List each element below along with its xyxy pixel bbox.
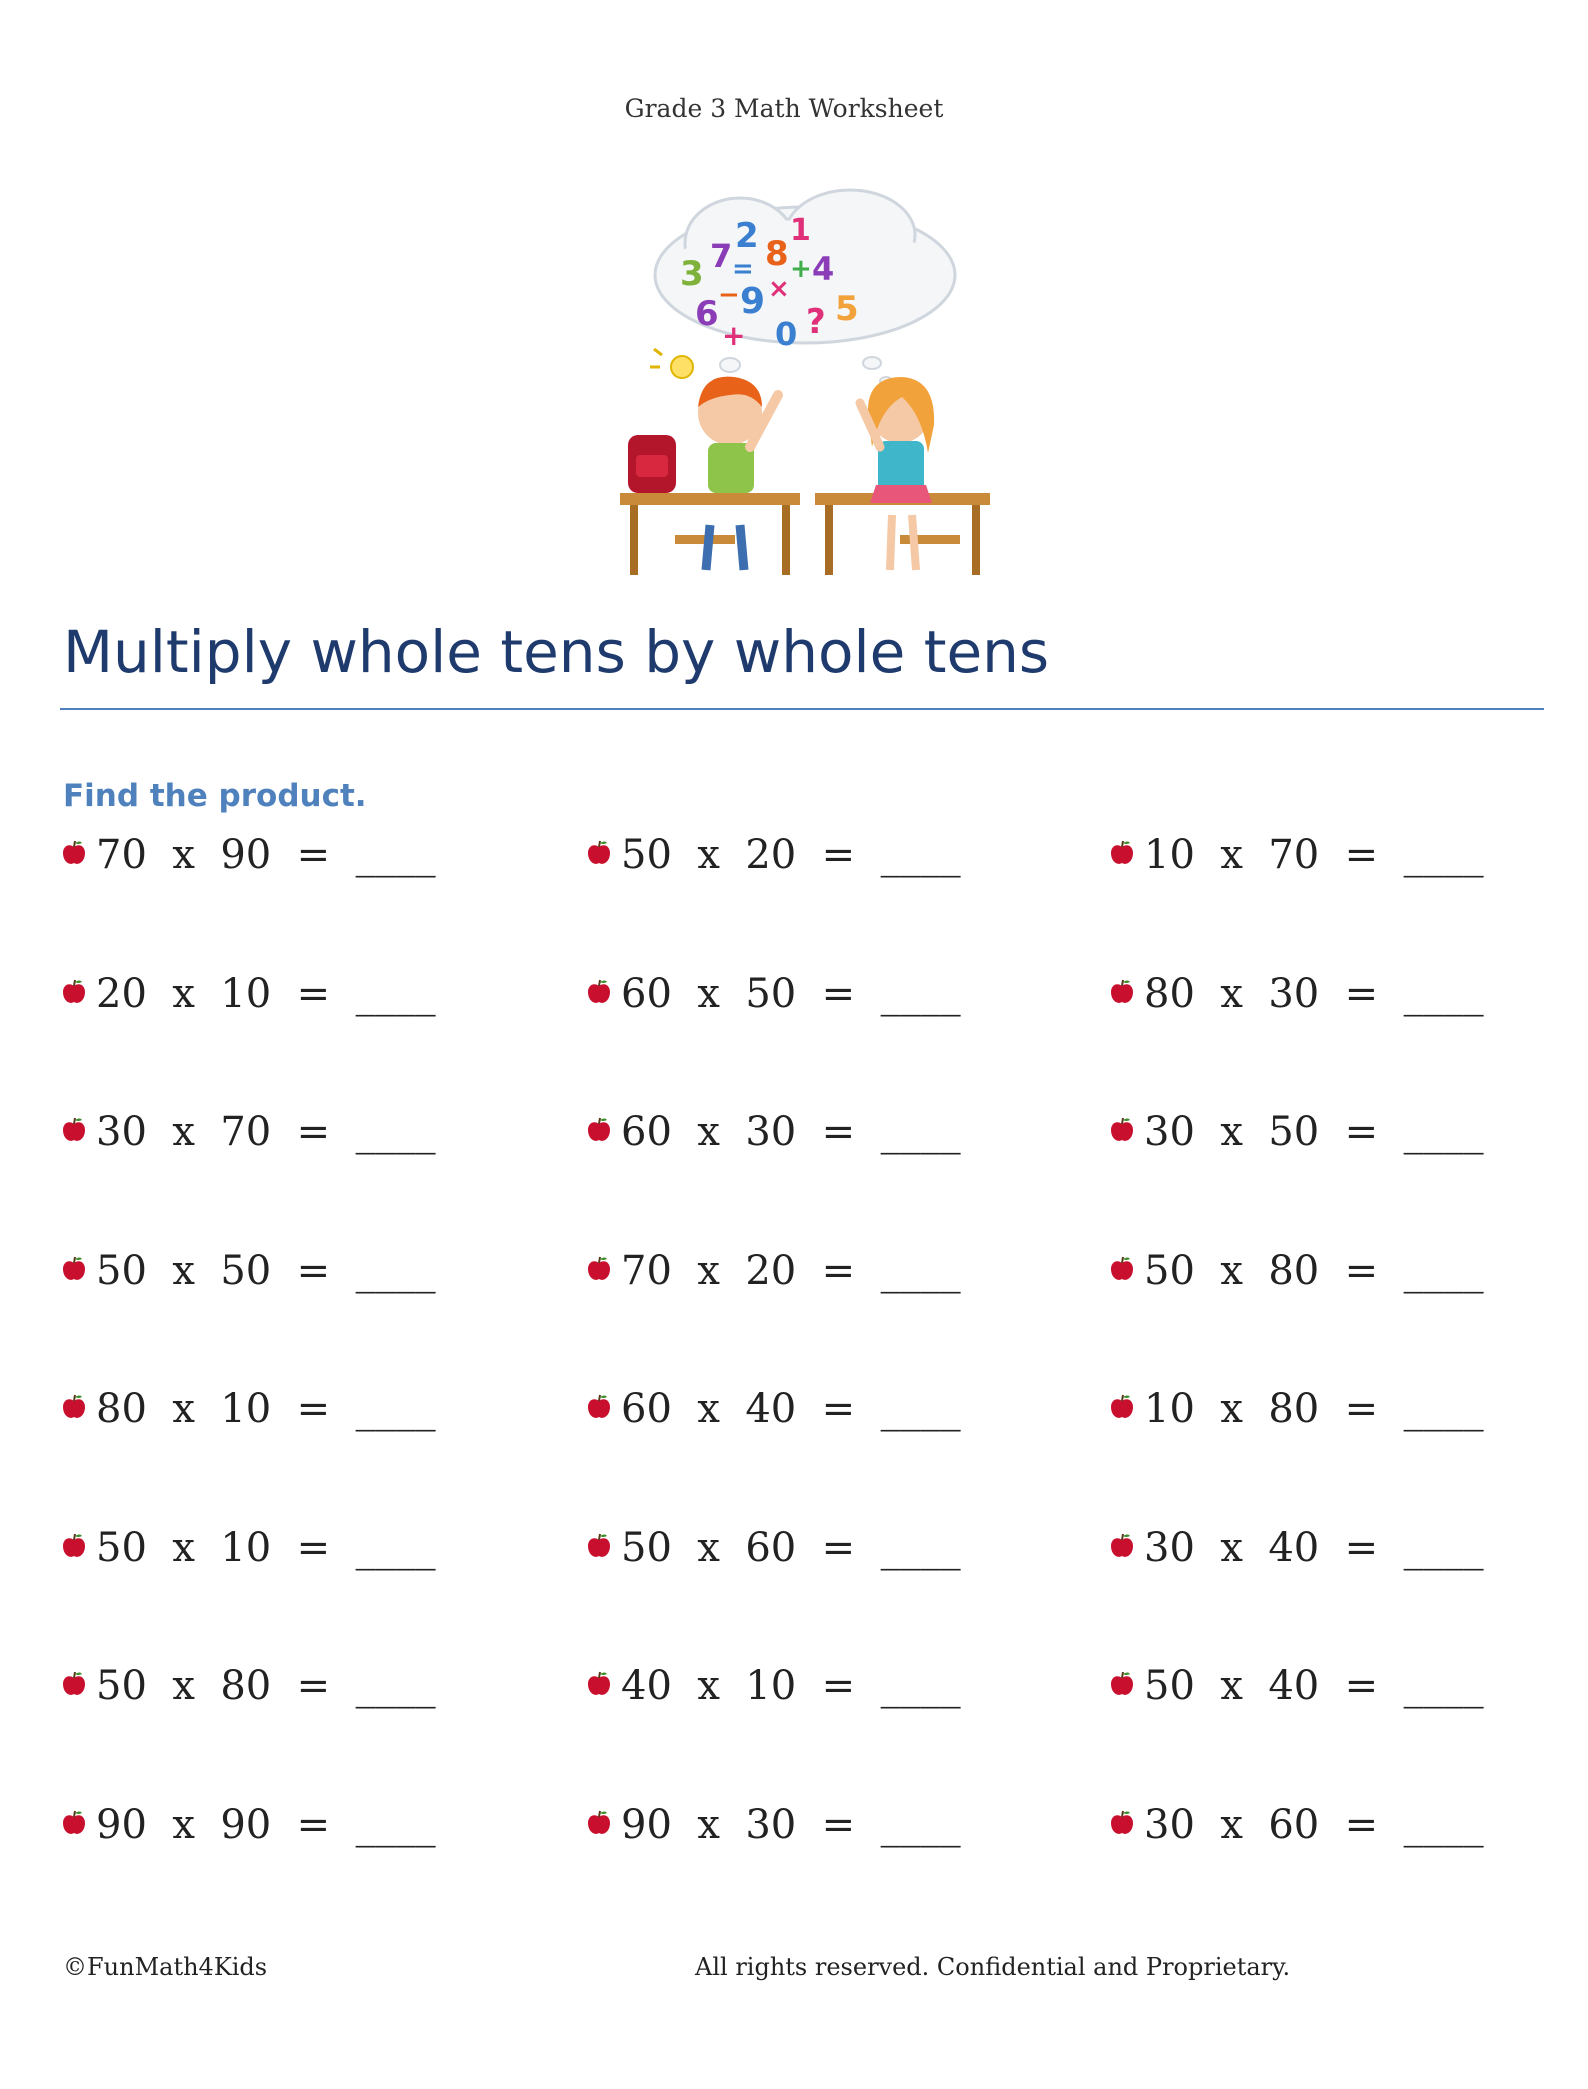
- problem-text: 20 x 10 = ____: [96, 970, 436, 1017]
- apple-icon: [1110, 1671, 1134, 1697]
- apple-icon: [587, 1533, 611, 1559]
- rights-text: All rights reserved. Confidential and Proprietary.: [695, 1953, 1291, 1981]
- problem-text: 60 x 40 = ____: [621, 1386, 961, 1432]
- problem-text: 50 x 80 = ____: [96, 1663, 436, 1709]
- bubble-glyph: 8: [765, 234, 789, 274]
- problem-item: [1110, 1656, 1484, 1716]
- kids-thinking-math-illustration: [610, 185, 1000, 585]
- apple-icon: [1110, 1394, 1134, 1420]
- problem-text: 80 x 10 = ____: [96, 1386, 436, 1432]
- problem-text: 30 x 60 = ____: [1144, 1801, 1484, 1848]
- problem-text: 60 x 30 = ____: [621, 1109, 961, 1155]
- problem-item: [62, 1379, 436, 1439]
- problem-text: 90 x 30 = ____: [621, 1801, 961, 1848]
- apple-icon: [62, 1810, 86, 1836]
- problem-text: 80 x 30 = ____: [1144, 970, 1484, 1017]
- backpack-icon: [628, 435, 676, 493]
- bubble-glyph: ×: [768, 274, 790, 304]
- problem-text: 30 x 70 = ____: [96, 1109, 436, 1155]
- bubble-glyph: +: [722, 319, 746, 352]
- problem-item: [1110, 1795, 1484, 1855]
- boy-figure: [698, 377, 778, 570]
- problem-item: [1110, 1241, 1484, 1301]
- problem-text: 50 x 60 = ____: [621, 1524, 961, 1571]
- apple-icon: [1110, 1810, 1134, 1836]
- problem-item: [1110, 1379, 1484, 1439]
- bubble-glyph: 9: [740, 281, 766, 322]
- apple-icon: [1110, 1117, 1134, 1143]
- apple-icon: [1110, 840, 1134, 866]
- apple-icon: [1110, 1256, 1134, 1282]
- problem-item: [587, 1241, 961, 1301]
- problem-text: 50 x 50 = ____: [96, 1247, 436, 1294]
- problem-item: [587, 1795, 961, 1855]
- apple-icon: [587, 979, 611, 1005]
- bubble-glyph: =: [732, 254, 754, 284]
- bubble-glyph: 5: [835, 289, 859, 329]
- apple-icon: [62, 1671, 86, 1697]
- problem-text: 50 x 40 = ____: [1144, 1663, 1484, 1709]
- problem-text: 60 x 50 = ____: [621, 970, 961, 1017]
- apple-icon: [587, 1810, 611, 1836]
- apple-icon: [587, 1256, 611, 1282]
- apple-icon: [62, 1256, 86, 1282]
- apple-icon: [62, 1394, 86, 1420]
- problem-item: [587, 1379, 961, 1439]
- problem-item: [587, 1656, 961, 1716]
- problem-item: [1110, 1518, 1484, 1578]
- bubble-glyph: 0: [775, 315, 798, 353]
- problem-text: 30 x 50 = ____: [1144, 1109, 1484, 1155]
- bubble-glyph: 1: [790, 213, 811, 248]
- title-divider: [60, 708, 1544, 710]
- desks: [620, 493, 990, 575]
- problem-item: [62, 1518, 436, 1578]
- problem-item: [587, 1518, 961, 1578]
- apple-icon: [62, 979, 86, 1005]
- problem-item: [62, 1102, 436, 1162]
- bubble-glyph: 4: [812, 250, 835, 288]
- problem-text: 70 x 20 = ____: [621, 1247, 961, 1294]
- apple-icon: [587, 1671, 611, 1697]
- problem-item: [62, 1795, 436, 1855]
- problem-item: [1110, 825, 1484, 885]
- problem-text: 40 x 10 = ____: [621, 1663, 961, 1709]
- apple-icon: [62, 1533, 86, 1559]
- problem-item: [62, 825, 436, 885]
- problem-item: [1110, 1102, 1484, 1162]
- apple-icon: [587, 1117, 611, 1143]
- lightbulb-icon: [650, 349, 693, 378]
- bubble-glyph: +: [790, 254, 812, 284]
- apple-icon: [1110, 1533, 1134, 1559]
- problem-item: [62, 1241, 436, 1301]
- bubble-glyph: 7: [710, 237, 733, 275]
- worksheet-caption: Grade 3 Math Worksheet: [624, 94, 944, 123]
- apple-icon: [62, 1117, 86, 1143]
- problem-text: 30 x 40 = ____: [1144, 1524, 1484, 1571]
- problem-text: 90 x 90 = ____: [96, 1801, 436, 1848]
- problem-text: 10 x 70 = ____: [1144, 832, 1484, 878]
- bubble-glyph: 3: [680, 254, 704, 294]
- problem-text: 70 x 90 = ____: [96, 832, 436, 878]
- apple-icon: [587, 1394, 611, 1420]
- apple-icon: [1110, 979, 1134, 1005]
- problem-item: [1110, 964, 1484, 1024]
- problem-text: 10 x 80 = ____: [1144, 1386, 1484, 1432]
- problem-item: [587, 1102, 961, 1162]
- worksheet-title: Multiply whole tens by whole tens: [63, 618, 1050, 686]
- problem-text: 50 x 80 = ____: [1144, 1247, 1484, 1294]
- instruction-text: Find the product.: [63, 778, 367, 814]
- problem-item: [587, 825, 961, 885]
- bubble-glyph: ?: [806, 302, 826, 342]
- problem-item: [587, 964, 961, 1024]
- apple-icon: [587, 840, 611, 866]
- bubble-glyph: −: [718, 280, 740, 310]
- problem-text: 50 x 10 = ____: [96, 1524, 436, 1571]
- problem-item: [62, 1656, 436, 1716]
- copyright-text: ©FunMath4Kids: [63, 1953, 268, 1981]
- bubble-glyph: 6: [695, 294, 719, 334]
- bubble-glyph: 2: [735, 216, 759, 256]
- apple-icon: [62, 840, 86, 866]
- problem-item: [62, 964, 436, 1024]
- problem-text: 50 x 20 = ____: [621, 832, 961, 878]
